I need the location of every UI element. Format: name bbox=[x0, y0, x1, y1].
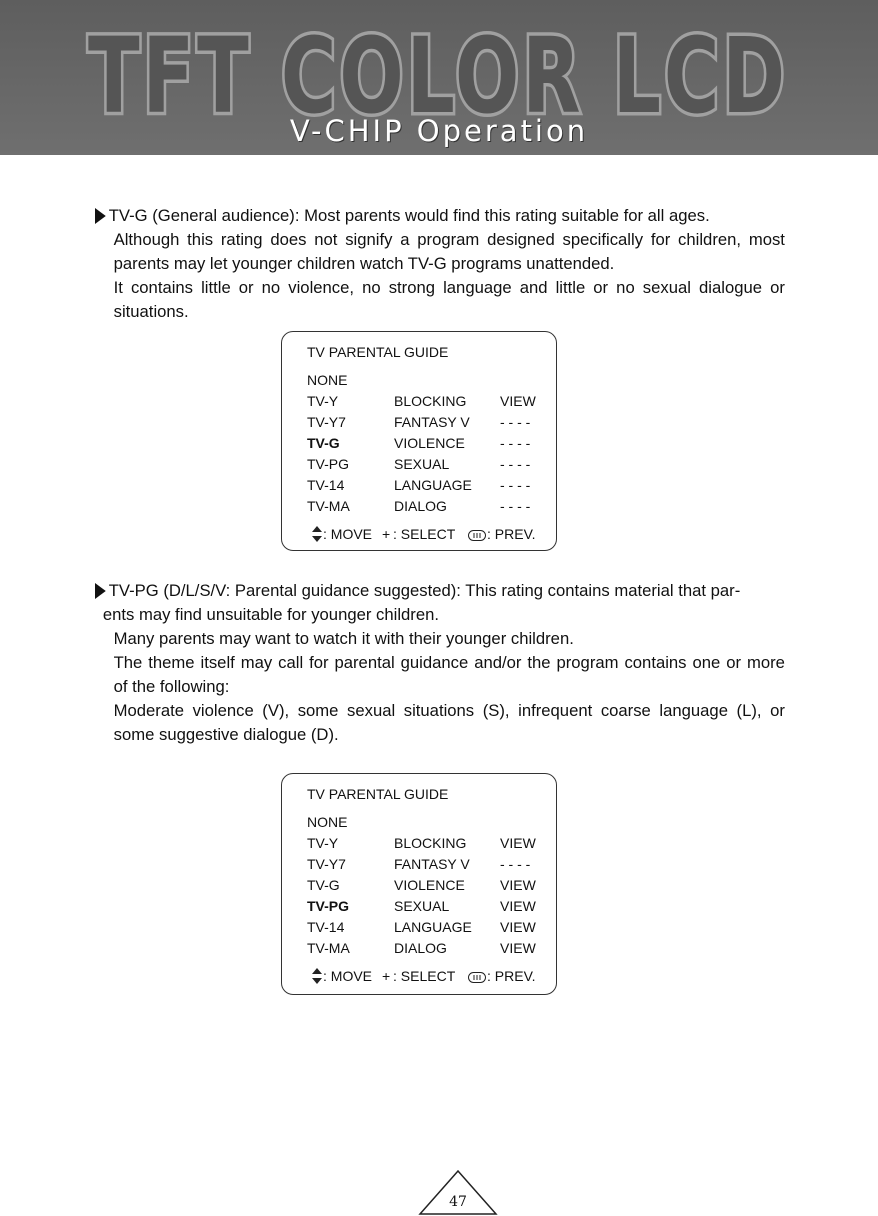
category-value: - - - - bbox=[500, 456, 531, 472]
tv-pg-line: Many parents may want to watch it with their younger children. bbox=[113, 629, 574, 648]
tv-g-heading-line: TV-G (General audience): Most parents would find this rating suitable for all ages. bbox=[95, 204, 785, 228]
category-value: - - - - bbox=[500, 435, 531, 451]
rating-label: TV-MA bbox=[307, 498, 350, 514]
menu-row[interactable] bbox=[307, 835, 547, 855]
menu-row-selected[interactable] bbox=[307, 435, 547, 455]
rating-label: TV-PG bbox=[307, 456, 350, 472]
page-number-badge bbox=[417, 1168, 499, 1216]
category-value: VIEW bbox=[500, 835, 536, 851]
category-label: SEXUAL bbox=[394, 898, 450, 914]
tv-g-description bbox=[95, 204, 785, 324]
tv-pg-line: The theme itself may call for parental guidance and/or the program contains one or more of the following: bbox=[113, 653, 785, 696]
category-label: VIOLENCE bbox=[394, 435, 465, 451]
tv-pg-line: ents may find unsuitable for younger children. bbox=[102, 605, 440, 624]
triangle-bullet-icon bbox=[95, 583, 106, 599]
menu-row[interactable] bbox=[307, 393, 547, 413]
category-value: - - - - bbox=[500, 856, 531, 872]
menu-row[interactable] bbox=[307, 372, 547, 392]
tv-g-line: Although this rating does not signify a program designed specifically for children, most parents may let younger children watch TV-G programs unattended. bbox=[113, 230, 785, 273]
nav-move-label: : MOVE bbox=[323, 526, 373, 542]
rating-label-selected: TV-G bbox=[307, 435, 340, 451]
menu-row[interactable] bbox=[307, 414, 547, 434]
nav-prev-label: : PREV. bbox=[487, 968, 536, 984]
tv-g-line: It contains little or no violence, no strong language and little or no sexual dialogue or situations. bbox=[113, 278, 785, 321]
triangle-bullet-icon bbox=[95, 208, 106, 224]
nav-prev-label: : PREV. bbox=[487, 526, 536, 542]
rating-label: NONE bbox=[307, 814, 348, 830]
tv-parental-guide-menu-1 bbox=[281, 331, 557, 551]
category-value: VIEW bbox=[500, 898, 536, 914]
category-value: - - - - bbox=[500, 498, 531, 514]
category-label: SEXUAL bbox=[394, 456, 450, 472]
menu-row[interactable] bbox=[307, 940, 547, 960]
menu-button-icon bbox=[468, 528, 486, 544]
rating-label: TV-Y bbox=[307, 393, 339, 409]
category-label: LANGUAGE bbox=[394, 477, 472, 493]
tv-pg-description bbox=[95, 579, 785, 747]
rating-label: TV-MA bbox=[307, 940, 350, 956]
rating-label: TV-14 bbox=[307, 477, 345, 493]
menu-title: TV PARENTAL GUIDE bbox=[307, 786, 449, 802]
menu-title: TV PARENTAL GUIDE bbox=[307, 344, 449, 360]
plus-icon: + bbox=[382, 526, 391, 542]
menu-row[interactable] bbox=[307, 498, 547, 518]
tv-pg-heading-line: TV-PG (D/L/S/V: Parental guidance suggested): This rating contains material that par- bbox=[95, 579, 785, 603]
rating-label: TV-Y7 bbox=[307, 856, 346, 872]
category-value: - - - - bbox=[500, 414, 531, 430]
menu-row[interactable] bbox=[307, 456, 547, 476]
plus-icon: + bbox=[382, 968, 391, 984]
menu-row[interactable] bbox=[307, 856, 547, 876]
menu-row-selected[interactable] bbox=[307, 898, 547, 918]
menu-row[interactable] bbox=[307, 877, 547, 897]
category-label: FANTASY V bbox=[394, 414, 470, 430]
menu-button-icon bbox=[468, 970, 486, 986]
menu-row[interactable] bbox=[307, 814, 547, 834]
category-value: VIEW bbox=[500, 919, 536, 935]
rating-label: TV-14 bbox=[307, 919, 345, 935]
rating-label: TV-Y bbox=[307, 835, 339, 851]
menu-row[interactable] bbox=[307, 477, 547, 497]
page-header bbox=[0, 0, 878, 155]
up-down-arrows-icon bbox=[312, 968, 322, 987]
category-label: DIALOG bbox=[394, 940, 447, 956]
nav-select-label: : SELECT bbox=[393, 526, 456, 542]
category-value: VIEW bbox=[500, 877, 536, 893]
category-label: DIALOG bbox=[394, 498, 447, 514]
rating-label: TV-G bbox=[307, 877, 340, 893]
category-value: - - - - bbox=[500, 477, 531, 493]
rating-label: NONE bbox=[307, 372, 348, 388]
category-label: VIOLENCE bbox=[394, 877, 465, 893]
rating-label: TV-Y7 bbox=[307, 414, 346, 430]
rating-label-selected: TV-PG bbox=[307, 898, 350, 914]
category-label: BLOCKING bbox=[394, 835, 467, 851]
logo-text: TFT COLOR LCD bbox=[88, 15, 788, 137]
category-label: FANTASY V bbox=[394, 856, 470, 872]
category-label: BLOCKING bbox=[394, 393, 467, 409]
category-value: VIEW bbox=[500, 393, 536, 409]
page-subtitle: V-CHIP Operation bbox=[289, 114, 589, 148]
nav-move-label: : MOVE bbox=[323, 968, 373, 984]
category-value: VIEW bbox=[500, 940, 536, 956]
tv-parental-guide-menu-2 bbox=[281, 773, 557, 995]
page-number: 47 bbox=[449, 1194, 467, 1210]
up-down-arrows-icon bbox=[312, 526, 322, 545]
nav-select-label: : SELECT bbox=[393, 968, 456, 984]
tv-pg-line: Moderate violence (V), some sexual situations (S), infrequent coarse language (L), or some suggestive dialogue (D). bbox=[113, 701, 785, 744]
menu-row[interactable] bbox=[307, 919, 547, 939]
category-label: LANGUAGE bbox=[394, 919, 472, 935]
